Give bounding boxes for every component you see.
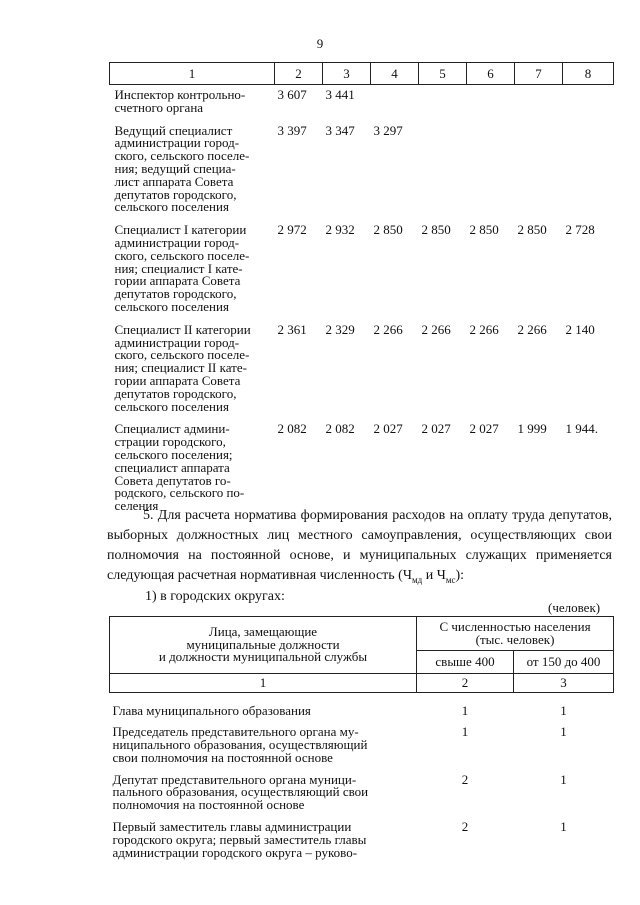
row-label: Инспектор контрольно- счетного органа — [114, 87, 246, 115]
table-cell: 3 607 — [277, 87, 307, 102]
table-cell: 2 266 — [373, 321, 403, 337]
table-cell: 1 — [560, 819, 567, 835]
table-cell: 2 850 — [517, 222, 547, 238]
row-label: Депутат представительного органа муници- пального образования, осуществляющий свои полномочия на постоянной основе — [112, 771, 369, 813]
subitem-city-districts: 1) в городских округах: — [145, 589, 285, 604]
table-cell: 2 082 — [277, 421, 307, 437]
table-cell: 2 728 — [565, 222, 595, 238]
table-cell: 3 347 — [325, 122, 355, 138]
end-text: ): — [455, 568, 465, 583]
table-cell: 1 — [560, 724, 567, 740]
column-header: 4 — [371, 63, 419, 85]
table-cell: 2 329 — [325, 321, 355, 337]
table-cell: 2 850 — [373, 222, 403, 238]
table-row — [110, 419, 614, 519]
column-header: 8 — [563, 63, 614, 85]
staff-count-table-body — [110, 693, 614, 865]
row-label: Специалист II категории администрации город- ского, сельского поселе- ния; специалист II кате- гории аппарата Совета депутатов городского, сельского поселения — [114, 321, 251, 414]
table-cell: 2 972 — [277, 222, 307, 238]
spacer-row — [110, 693, 614, 701]
column-header: 2 — [275, 63, 323, 85]
header-positions: Лица, замещающие муниципальные должности и должности муниципальной службы — [110, 617, 417, 674]
table-cell: 1 — [461, 724, 469, 740]
table-cell: 2 266 — [517, 321, 547, 337]
table-cell: 1 — [461, 702, 469, 718]
table-header-row — [110, 617, 614, 651]
column-header: 7 — [515, 63, 563, 85]
and-text: и Ч — [422, 568, 446, 583]
unit-label: (человек) — [548, 600, 601, 615]
table-cell: 2 932 — [325, 222, 355, 238]
header-150-400: от 150 до 400 — [514, 651, 614, 674]
table-cell: 2 027 — [469, 421, 499, 437]
table-cell: 2 140 — [565, 321, 595, 337]
table-row — [110, 220, 614, 320]
column-header: 3 — [323, 63, 371, 85]
row-label: Ведущий специалист администрации город- ского, сельского поселе- ния; ведущий специа- лист аппарата Совета депутатов городского, сельского поселения — [114, 122, 250, 215]
table-cell — [563, 85, 614, 121]
table-cell — [467, 121, 515, 221]
table-row — [110, 121, 614, 221]
column-number: 3 — [514, 674, 614, 693]
table-cell: 2 361 — [277, 321, 307, 337]
column-number: 1 — [110, 674, 417, 693]
header-over-400: свыше 400 — [417, 651, 514, 674]
table-cell: 1 — [560, 771, 567, 787]
staff-count-table — [109, 616, 614, 864]
table-cell — [467, 85, 515, 121]
column-number-row — [110, 674, 614, 693]
column-number: 2 — [417, 674, 514, 693]
salary-table-body — [110, 85, 614, 519]
table-cell: 2 266 — [421, 321, 451, 337]
table-cell — [515, 121, 563, 221]
table-cell: 2 027 — [373, 421, 403, 437]
table-cell: 1 999 — [517, 421, 547, 437]
row-label: Председатель представительного органа му- ниципального образования, осуществляющий свои полномочия на постоянной основе — [112, 724, 368, 765]
table-cell: 1 944. — [565, 421, 598, 437]
table-cell: 2 850 — [421, 222, 451, 238]
row-label: Первый заместитель главы администрации городского округа; первый заместитель главы администрации городского округа – руково- — [112, 819, 367, 860]
table-cell: 2 082 — [325, 421, 355, 437]
table-header-row — [110, 63, 614, 85]
table-cell — [371, 85, 419, 121]
row-label: Специалист админи- страции городского, сельского поселения; специалист аппарата Совета депутатов го- родского, сельского по- селения — [114, 421, 245, 514]
table-cell: 2 027 — [421, 421, 451, 437]
column-header: 6 — [467, 63, 515, 85]
table-cell — [515, 85, 563, 121]
table-row — [110, 722, 614, 769]
row-label: Специалист I категории администрации город- ского, сельского поселе- ния; специалист I кате- гории аппарата Совета депутатов городского, сельского поселения — [114, 222, 250, 314]
table-row — [110, 320, 614, 420]
table-cell: 2 — [461, 819, 469, 835]
table-row — [110, 770, 614, 817]
table-cell: 2 — [461, 771, 469, 787]
table-cell — [419, 85, 467, 121]
subscript-ms: мс — [445, 574, 456, 585]
table-row — [110, 817, 614, 864]
table-row — [110, 85, 614, 121]
table-cell — [419, 121, 467, 221]
table-cell: 2 850 — [469, 222, 499, 238]
header-population-group: С численностью населения (тыс. человек) — [417, 617, 614, 651]
row-label: Глава муниципального образования — [112, 702, 311, 718]
subscript-md: мд — [411, 574, 423, 585]
salary-table — [109, 62, 614, 519]
table-cell: 1 — [560, 702, 567, 718]
table-row — [110, 701, 614, 723]
table-cell: 3 397 — [277, 122, 307, 138]
paragraph-5 — [107, 506, 612, 590]
table-cell — [563, 121, 614, 221]
page-number: 9 — [316, 36, 324, 51]
table-cell: 2 266 — [469, 321, 499, 337]
column-header: 5 — [419, 63, 467, 85]
paragraph-5-text: 5. Для расчета норматива формирования расходов на оплату труда депутатов, выборных должностных лиц местного самоуправления, осуществляющих свои полномочия на постоянной основе, и муниципальных служащих применяется следующая расчетная нормативная численность (Ч — [107, 508, 612, 583]
column-header: 1 — [110, 63, 275, 85]
table-cell: 3 441 — [325, 87, 355, 102]
table-cell: 3 297 — [373, 122, 403, 138]
